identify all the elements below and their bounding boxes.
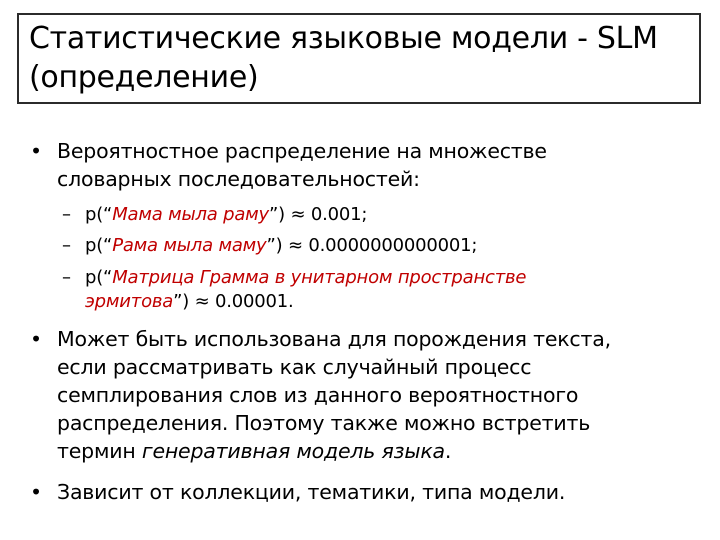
bullet-mark: • — [30, 327, 42, 351]
sub1-phrase: Мама мыла раму — [112, 204, 270, 225]
bullet-mark: • — [30, 480, 42, 504]
bullet2-line-2: если рассматривать как случайный процесс — [57, 355, 532, 379]
bullet2-line-4: распределения. Поэтому также можно встретить — [57, 411, 591, 435]
sub1-prefix: p(“ — [85, 204, 113, 225]
bullet1-line-2: словарных последовательностей: — [57, 167, 420, 191]
sub3-phrase-line-1: Матрица Грамма в унитарном пространстве — [112, 267, 527, 288]
slide-title-line-2: (определение) — [29, 60, 259, 95]
sub-item-text — [85, 234, 477, 258]
bullet2-line-1: Может быть использована для порождения текста, — [57, 327, 611, 351]
bullet-text — [57, 325, 611, 465]
sub3-suffix: ”) ≈ 0.00001. — [173, 291, 294, 312]
sub-item-text — [85, 203, 367, 227]
bullet2-line-5-prefix: термин — [57, 439, 142, 463]
bullet1-line-1: Вероятностное распределение на множестве — [57, 139, 547, 163]
sub3-phrase-line-2: эрмитова — [85, 291, 174, 312]
bullet3-line-1: Зависит от коллекции, тематики, типа модели. — [57, 480, 566, 504]
dash-mark: – — [62, 267, 71, 288]
sub2-phrase: Рама мыла маму — [112, 235, 267, 256]
bullet-mark: • — [30, 139, 42, 163]
dash-mark: – — [62, 235, 71, 256]
dash-mark: – — [62, 204, 71, 225]
bullet-text — [57, 478, 565, 506]
generative-model-term: генеративная модель языка — [141, 439, 445, 463]
bullet2-line-3: семплирования слов из данного вероятностного — [57, 383, 579, 407]
bullet-text — [57, 137, 547, 193]
sub2-suffix: ”) ≈ 0.0000000000001; — [266, 235, 478, 256]
sub1-suffix: ”) ≈ 0.001; — [269, 204, 368, 225]
bullet2-line-5-suffix: . — [444, 439, 452, 463]
sub2-prefix: p(“ — [85, 235, 113, 256]
sub3-prefix: p(“ — [85, 267, 113, 288]
sub-item-text — [85, 266, 526, 314]
slide-title-line-1: Статистические языковые модели - SLM — [29, 21, 658, 56]
